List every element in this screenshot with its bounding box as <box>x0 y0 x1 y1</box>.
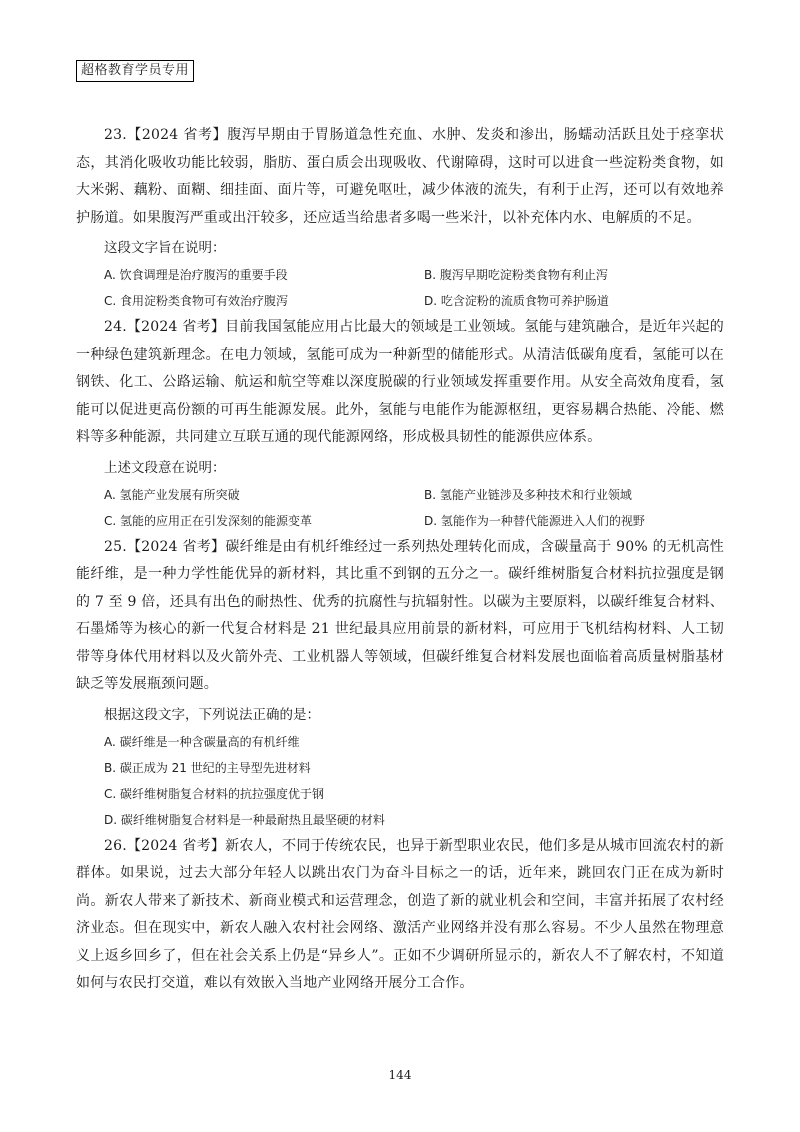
question-number: 23. <box>104 127 127 143</box>
question-source: 【2024 省考】 <box>126 837 226 854</box>
question-24 <box>76 314 724 534</box>
question-prompt: 这段文字旨在说明： <box>104 240 226 256</box>
question-prompt: 上述文段意在说明： <box>104 459 226 476</box>
passage-text: 腹泻早期由于胃肠道急性充血、水肿、发炎和渗出，肠蠕动活跃且处于痉挛状态，其消化吸收功能比较弱，脂肪、蛋白质会出现吸收、代谢障碍，这时可以进食一些淀粉类食物，如大米粥、藕粉、面糊、细挂面、面片等，可避免呕吐，减少体液的流失，有利于止泻，还可以有效地养护肠道。如果腹泻严重或出汗较多，还应适当给患者多喝一些米汁，以补充体内水、电解质的不足。 <box>76 127 724 226</box>
question-25 <box>76 534 724 833</box>
options-grid <box>76 482 724 534</box>
options-grid <box>76 262 724 314</box>
option-a: A. 氢能产业发展有所突破 <box>104 487 240 502</box>
question-passage <box>76 833 724 998</box>
options-list <box>76 729 724 833</box>
option-b: B. 碳正成为 21 世纪的主导型先进材料 <box>104 760 311 775</box>
passage-text: 目前我国氢能应用占比最大的领域是工业领域。氢能与建筑融合，是近年兴起的一种绿色建筑新理念。在电力领域，氢能可成为一种新型的储能形式。从清洁低碳角度看，氢能可以在钢铁、化工、公路运输、航运和航空等难以深度脱碳的行业领域发挥重要作用。从安全高效角度看，氢能可以促进更高份额的可再生能源发展。此外，氢能与电能作为能源枢纽，更容易耦合热能、冷能、燃料等多种能源，共同建立互联互通的现代能源网络，形成极具韧性的能源供应体系。 <box>76 319 724 445</box>
header-label-box <box>76 60 194 82</box>
option-d: D. 碳纤维树脂复合材料是一种最耐热且最坚硬的材料 <box>104 812 385 827</box>
question-23 <box>76 122 724 314</box>
option-d: D. 氢能作为一种替代能源进入人们的视野 <box>424 513 645 528</box>
page-number: 144 <box>388 1068 412 1082</box>
question-26 <box>76 833 724 998</box>
option-b: B. 腹泻早期吃淀粉类食物有利止泻 <box>424 268 608 282</box>
question-prompt: 根据这段文字，下列说法正确的是： <box>104 706 320 723</box>
page-content <box>76 122 724 998</box>
option-b: B. 氢能产业链涉及多种技术和行业领域 <box>424 487 632 502</box>
option-a: A. 碳纤维是一种含碳量高的有机纤维 <box>104 734 300 749</box>
question-passage <box>76 314 724 452</box>
question-number: 25. <box>104 538 127 555</box>
option-a: A. 饮食调理是治疗腹泻的重要手段 <box>104 268 288 282</box>
header-label: 超格教育学员专用 <box>81 63 190 78</box>
option-c: C. 食用淀粉类食物可有效治疗腹泻 <box>104 294 289 308</box>
question-number: 26. <box>104 837 127 854</box>
option-c: C. 氢能的应用正在引发深刻的能源变革 <box>104 513 313 528</box>
question-passage <box>76 122 724 232</box>
option-d: D. 吃含淀粉的流质食物可养护肠道 <box>424 294 609 308</box>
passage-text: 新农人，不同于传统农民，也异于新型职业农民，他们多是从城市回流农村的新群体。如果说，过去大部分年轻人以跳出农门为奋斗目标之一的话，近年来，跳回农门正在成为新时尚。新农人带来了新技术、新商业模式和运营理念，创造了新的就业机会和空间，丰富并拓展了农村经济业态。但在现实中，新农人融入农村社会网络、激活产业网络并没有那么容易。不少人虽然在物理意义上返乡回乡了，但在社会关系上仍是“异乡人”。正如不少调研所显示的，新农人不了解农村，不知道如何与农民打交道，难以有效嵌入当地产业网络开展分工合作。 <box>76 837 724 991</box>
question-source: 【2024 省考】 <box>126 127 228 143</box>
passage-text: 碳纤维是由有机纤维经过一系列热处理转化而成，含碳量高于 90% 的无机高性能纤维，是一种力学性能优异的新材料，其比重不到钢的五分之一。碳纤维树脂复合材料抗拉强度是钢的 7 至 9 倍，还具有出色的耐热性、优秀的抗腐性与抗辐射性。以碳为主要原料，以碳纤维复合材料、石墨烯等为核心的新一代复合材料是 21 世纪最具应用前景的新材料，可应用于飞机结构材料、人工韧带等身体代用材料以及火箭外壳、工业机器人等领域，但碳纤维复合材料发展也面临着高质量树脂基材缺乏等发展瓶颈问题。 <box>76 538 724 692</box>
question-source: 【2024 省考】 <box>126 538 226 555</box>
question-source: 【2024 省考】 <box>126 319 226 335</box>
question-passage <box>76 534 724 699</box>
option-c: C. 碳纤维树脂复合材料的抗拉强度优于钢 <box>104 786 325 801</box>
question-number: 24. <box>104 319 127 335</box>
